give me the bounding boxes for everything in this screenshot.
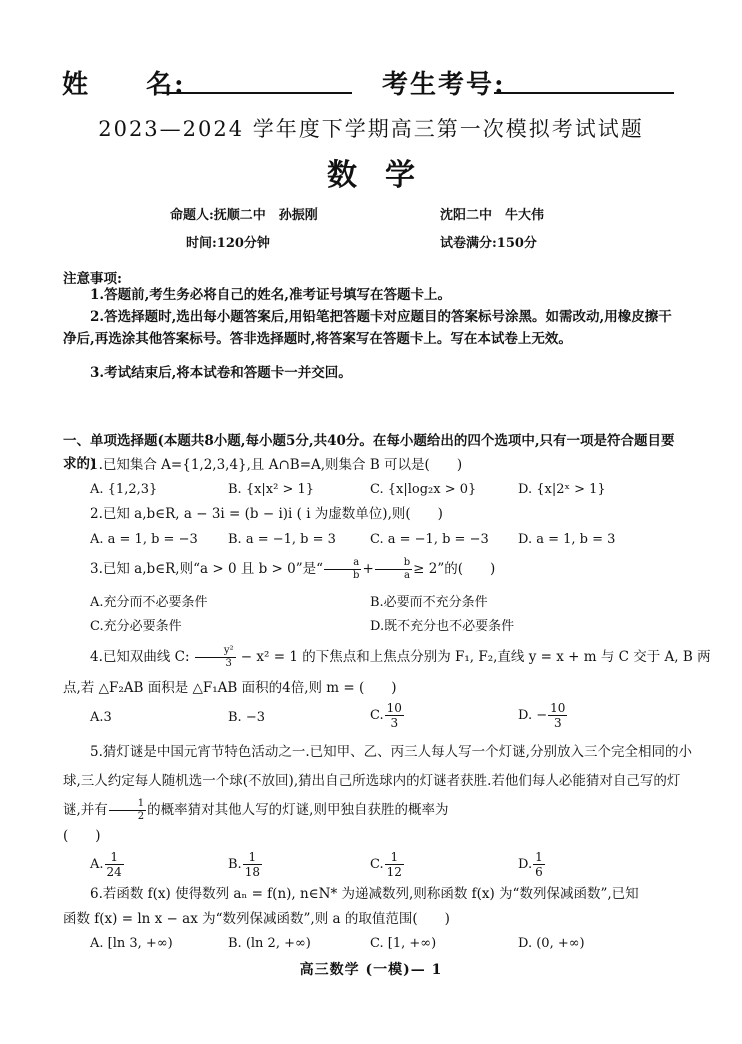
q4-c-fraction xyxy=(385,702,404,729)
q5-a-num: 1 xyxy=(105,851,124,865)
q5-c-fraction xyxy=(385,851,404,878)
q1-option-d: D. {x|2ˣ > 1} xyxy=(518,482,606,497)
q5-stem-text: 5.猜灯谜是中国元宵节特色活动之一.已知甲、乙、丙三人每人写一个灯谜,分别放入三个完全相同的小球,三人约定每人随机选一个球(不放回),猜出自己所选球内的灯谜者获胜.若他们每人必能猜对自己写的灯谜,并有 xyxy=(63,744,692,818)
q3-stem xyxy=(63,555,693,583)
notes-heading: 注意事项: xyxy=(63,271,122,287)
q4-c-label: C. xyxy=(370,708,384,723)
id-fill-line[interactable] xyxy=(494,92,674,94)
q2-option-c: C. a = −1, b = −3 xyxy=(370,532,489,547)
q4-f-den: 3 xyxy=(225,658,232,669)
q4-c-den: 3 xyxy=(390,716,399,730)
q2-stem: 2.已知 a,b∈R, a − 3i = (b − i)i ( i 为虚数单位),则( ) xyxy=(90,506,443,522)
q3-f1-den: b xyxy=(353,570,360,581)
q1-option-b: B. {x|x² > 1} xyxy=(228,482,315,497)
q5-b-label: B. xyxy=(228,857,242,872)
q2-option-a: A. a = 1, b = −3 xyxy=(90,532,198,547)
author-1: 命题人:抚顺二中 孙振刚 xyxy=(170,208,318,223)
q5-stem-end: ( ) xyxy=(63,828,101,844)
q3-f2-num: b xyxy=(375,558,412,570)
q5-d-den: 6 xyxy=(535,865,543,879)
name-id-bar xyxy=(62,60,702,100)
q5-c-num: 1 xyxy=(385,851,404,865)
q4-stem-line2: 点,若 △F₂AB 面积是 △F₁AB 面积的4倍,则 m = ( ) xyxy=(63,680,397,696)
q1-option-c: C. {x|log₂x > 0} xyxy=(370,482,477,497)
q4-option-c xyxy=(370,702,405,729)
q5-stem xyxy=(63,738,693,825)
q2-option-d: D. a = 1, b = 3 xyxy=(518,532,616,547)
q3-option-b: B.必要而不充分条件 xyxy=(370,595,488,610)
q6-option-a: A. [ln 3, +∞) xyxy=(90,936,173,951)
exam-score: 试卷满分:150分 xyxy=(440,236,537,251)
q1-stem: 1.已知集合 A={1,2,3,4},且 A∩B=A,则集合 B 可以是( ) xyxy=(90,457,463,473)
q3-fraction-b-a xyxy=(375,558,412,581)
q5-c-label: C. xyxy=(370,857,384,872)
q5-a-label: A. xyxy=(90,857,104,872)
q3-option-c: C.充分必要条件 xyxy=(90,619,182,634)
q3-option-d: D.既不充分也不必要条件 xyxy=(370,619,515,634)
q5-option-d xyxy=(518,851,546,878)
q4-d-label: D. − xyxy=(518,708,548,723)
q4-option-a: A.3 xyxy=(90,710,112,725)
q4-d-den: 3 xyxy=(553,716,562,730)
q6-option-c: C. [1, +∞) xyxy=(370,936,437,951)
author-2: 沈阳二中 牛大伟 xyxy=(440,208,545,223)
q5-b-den: 18 xyxy=(244,865,260,879)
note-2: 2.答选择题时,选出每小题答案后,用铅笔把答题卡对应题目的答案标号涂黑。如需改动,用橡皮擦干净后,再选涂其他答案标号。答非选择题时,将答案写在答题卡上。写在本试卷上无效。 xyxy=(63,309,672,347)
q5-a-den: 24 xyxy=(106,865,122,879)
q5-fraction xyxy=(109,799,146,822)
q6-stem-line2: 函数 f(x) = ln x − ax 为“数列保减函数”,则 a 的取值范围( ) xyxy=(63,911,450,927)
q3-fraction-a-b xyxy=(324,558,361,581)
q3-plus: + xyxy=(362,561,374,577)
q3-stem-post: ≥ 2”的( ) xyxy=(413,561,496,577)
q3-option-a: A.充分而不必要条件 xyxy=(90,595,208,610)
section-1-heading: 一、单项选择题(本题共8小题,每小题5分,共40分。在每小题给出的四个选项中,只有一项是符合题目要求的) xyxy=(63,433,675,472)
q3-stem-pre: 3.已知 a,b∈R,则“a > 0 且 b > 0”是“ xyxy=(90,561,324,577)
q4-fraction xyxy=(195,646,236,669)
q5-d-num: 1 xyxy=(535,850,543,864)
note-1: 1.答题前,考生务必将自己的姓名,准考证号填写在答题卡上。 xyxy=(90,287,451,303)
q4-stem-pre: 4.已知双曲线 C: xyxy=(90,649,194,665)
q5-f-num: 1 xyxy=(109,799,146,811)
q4-option-d xyxy=(518,702,568,729)
q5-d-label: D. xyxy=(518,857,533,872)
q3-f2-den: a xyxy=(403,570,410,581)
q4-d-num: 10 xyxy=(550,701,566,715)
q6-option-b: B. (ln 2, +∞) xyxy=(228,936,311,951)
exam-time: 时间:120分钟 xyxy=(186,236,270,251)
q5-stem-post: 的概率猜对其他人写的灯谜,则甲独自获胜的概率为 xyxy=(147,802,449,818)
q4-stem-post: − x² = 1 的下焦点和上焦点分别为 F₁, F₂,直线 y = x + m 与 C 交于 A, B 两 xyxy=(236,649,711,665)
q5-a-fraction xyxy=(105,851,124,878)
q6-stem: 6.若函数 f(x) 使得数列 aₙ = f(n), n∈N* 为递减数列,则称函数 f(x) 为“数列保减函数”,已知 xyxy=(90,886,639,902)
q3-f1-num: a xyxy=(324,558,361,570)
q5-f-den: 2 xyxy=(137,811,145,822)
q1-option-a: A. {1,2,3} xyxy=(90,482,158,497)
q5-c-den: 12 xyxy=(386,865,402,879)
exam-title: 2023—2024 学年度下学期高三第一次模拟考试试题 xyxy=(98,117,644,141)
q5-b-num: 1 xyxy=(243,851,262,865)
q4-d-fraction xyxy=(548,702,567,729)
q4-option-b: B. −3 xyxy=(228,710,265,725)
q5-b-fraction xyxy=(243,851,262,878)
page-footer: 高三数学 (一模)— 1 xyxy=(299,962,443,978)
q6-option-d: D. (0, +∞) xyxy=(518,936,585,951)
q5-d-fraction xyxy=(533,851,545,878)
q5-option-c xyxy=(370,851,405,878)
note-3: 3.考试结束后,将本试卷和答题卡一并交回。 xyxy=(90,365,352,381)
q4-c-num: 10 xyxy=(386,701,402,715)
name-label: 姓 名: xyxy=(62,70,186,100)
id-label: 考生考号: xyxy=(382,70,506,100)
subject-title: 数学 xyxy=(327,158,443,193)
name-fill-line[interactable] xyxy=(162,92,352,94)
q5-option-a xyxy=(90,851,125,878)
q5-option-b xyxy=(228,851,263,878)
q4-f-num: y² xyxy=(195,646,236,658)
q2-option-b: B. a = −1, b = 3 xyxy=(228,532,336,547)
q4-stem xyxy=(63,643,711,671)
